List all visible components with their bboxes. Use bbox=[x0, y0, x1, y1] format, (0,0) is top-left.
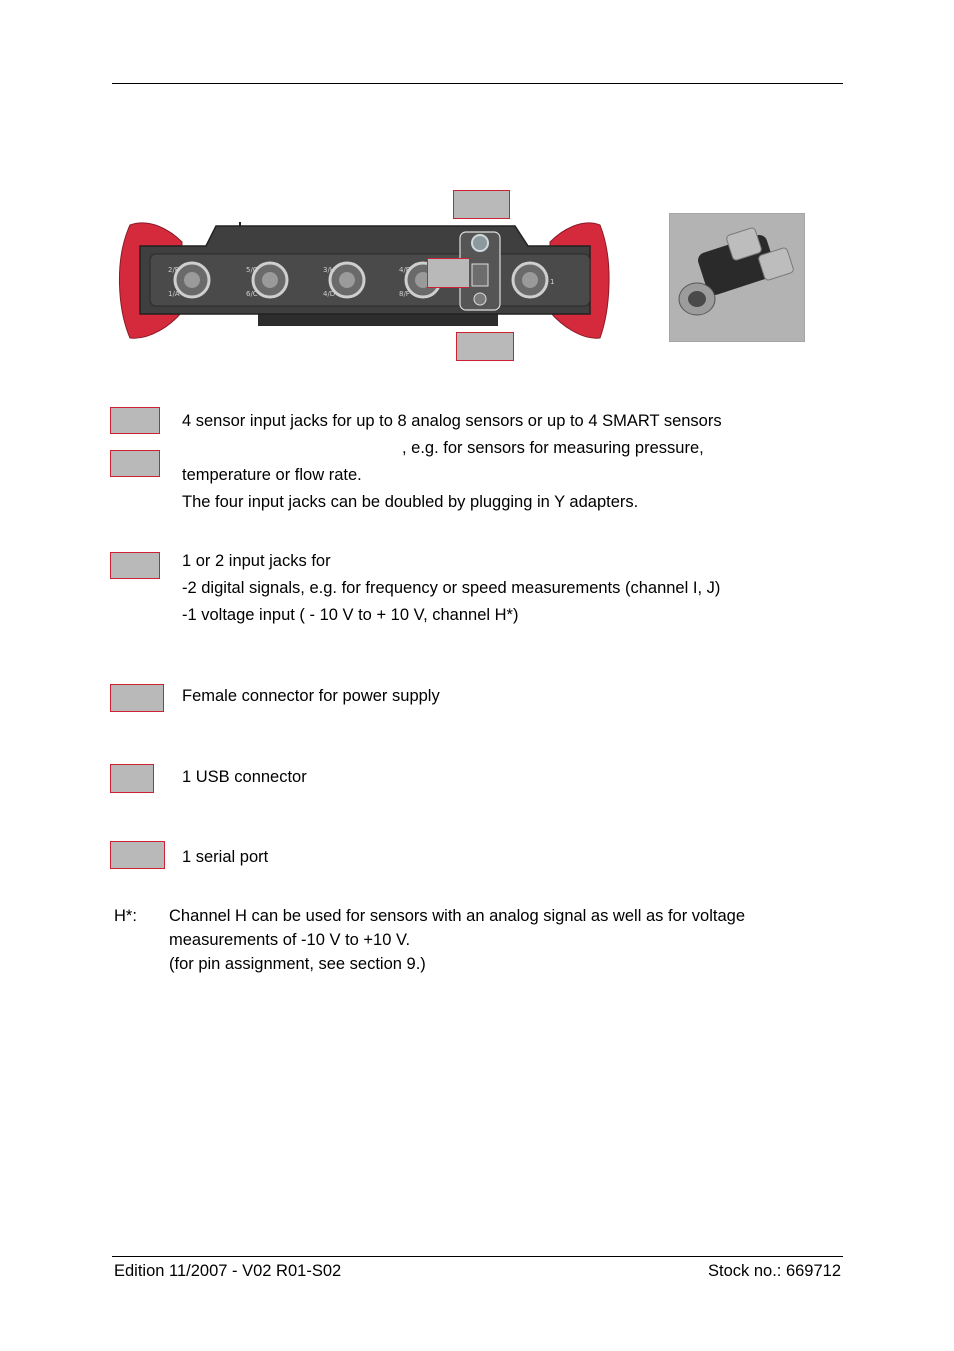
block-sensor-line-3: temperature or flow rate. bbox=[182, 466, 362, 484]
device-illustration bbox=[110, 200, 620, 350]
note-line-2: measurements of -10 V to +10 V. bbox=[169, 931, 411, 949]
jack-1 bbox=[175, 263, 209, 297]
note-line-3: (for pin assignment, see section 9.) bbox=[169, 955, 426, 973]
block-serial-line: 1 serial port bbox=[182, 848, 269, 866]
legend-label-sensor-a bbox=[110, 407, 160, 434]
block-usb-line: 1 USB connector bbox=[182, 768, 307, 786]
jack-label: 5/G bbox=[246, 266, 259, 274]
y-adapter-photo bbox=[669, 213, 805, 342]
footer-rule bbox=[112, 1256, 843, 1257]
legend-label-usb bbox=[110, 764, 154, 793]
footer-stock: Stock no.: 669712 bbox=[707, 1262, 841, 1280]
jack-5 bbox=[513, 263, 547, 297]
legend-label-power bbox=[110, 684, 164, 712]
block-sensor-line-1: 4 sensor input jacks for up to 8 analog sensors or up to 4 SMART sensors bbox=[182, 412, 722, 430]
jack-sublabel: 4/D bbox=[323, 290, 336, 298]
block-digital-line-3: -1 voltage input ( - 10 V to + 10 V, channel H*) bbox=[182, 606, 519, 624]
block-digital-line-2: -2 digital signals, e.g. for frequency or speed measurements (channel I, J) bbox=[182, 579, 721, 597]
usb-port bbox=[472, 264, 488, 286]
block-power-line: Female connector for power supply bbox=[182, 687, 440, 705]
jack-label: 3/H bbox=[323, 266, 336, 274]
jack-label: 2/B bbox=[168, 266, 180, 274]
legend-label-serial bbox=[110, 841, 165, 869]
callout-label-usb bbox=[427, 258, 470, 288]
serial-port bbox=[474, 293, 486, 305]
jack-sublabel: 6/C bbox=[246, 290, 258, 298]
note-line-1: Channel H can be used for sensors with an analog signal as well as for voltage bbox=[169, 907, 746, 925]
jack-sublabel: 1/A bbox=[168, 290, 180, 298]
power-socket bbox=[472, 235, 488, 251]
block-sensor-line-2: , e.g. for sensors for measuring pressure, bbox=[402, 439, 704, 457]
jack-sublabel: 8/F bbox=[399, 290, 410, 298]
jack-label: 4/E bbox=[399, 266, 411, 274]
header-rule bbox=[112, 83, 843, 84]
callout-label-power bbox=[453, 190, 510, 219]
footer-edition: Edition 11/2007 - V02 R01-S02 bbox=[114, 1262, 342, 1280]
block-digital-line-1: 1 or 2 input jacks for bbox=[182, 552, 331, 570]
legend-label-digital bbox=[110, 552, 160, 579]
block-sensor-line-4: The four input jacks can be doubled by plugging in Y adapters. bbox=[182, 493, 639, 511]
legend-label-sensor-b bbox=[110, 450, 160, 477]
note-marker: H*: bbox=[114, 907, 137, 925]
jack-label: 1 bbox=[550, 278, 555, 286]
callout-label-serial bbox=[456, 332, 514, 361]
